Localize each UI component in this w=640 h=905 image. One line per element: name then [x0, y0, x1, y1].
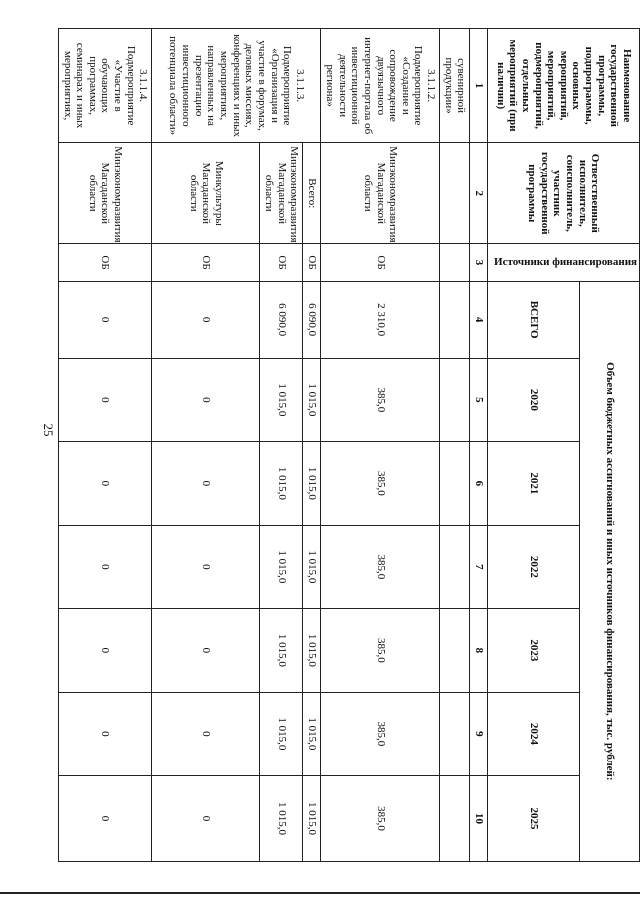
col-number: 3 [470, 244, 488, 281]
row-value: 1 015,0 [260, 525, 303, 609]
row-value: 1 015,0 [260, 692, 303, 776]
row-value: 0 [58, 609, 151, 693]
table-row [58, 29, 151, 862]
row-name: сувенирной продукции» [440, 29, 470, 143]
row-value: 1 015,0 [303, 442, 321, 526]
row-responsible [440, 143, 470, 244]
row-source [440, 244, 470, 281]
row-value [440, 609, 470, 693]
row-value [440, 525, 470, 609]
row-value: 385,0 [321, 692, 440, 776]
row-value: 0 [152, 692, 260, 776]
table-row [321, 29, 440, 862]
header-year: ВСЕГО [488, 281, 580, 358]
row-responsible: Всего: [303, 143, 321, 244]
row-value [440, 358, 470, 442]
header-year: 2022 [488, 525, 580, 609]
page-number: 25 [41, 423, 56, 437]
row-value: 1 015,0 [303, 692, 321, 776]
row-source: ОБ [321, 244, 440, 281]
row-value: 1 015,0 [260, 358, 303, 442]
table-row [440, 29, 470, 862]
header-year: 2020 [488, 358, 580, 442]
col-number: 9 [470, 692, 488, 776]
row-value: 0 [58, 442, 151, 526]
row-value: 0 [152, 442, 260, 526]
row-value: 0 [152, 525, 260, 609]
col-number: 2 [470, 143, 488, 244]
row-value: 0 [152, 609, 260, 693]
row-value [440, 281, 470, 358]
row-value: 0 [58, 358, 151, 442]
row-value: 2 310,0 [321, 281, 440, 358]
row-source: ОБ [58, 244, 151, 281]
header-year: 2021 [488, 442, 580, 526]
rotated-table-container [60, 28, 640, 862]
row-responsible: Минэкономразвития Магаданской области [321, 143, 440, 244]
col-number: 10 [470, 776, 488, 862]
col-number: 1 [470, 29, 488, 143]
row-value: 1 015,0 [303, 358, 321, 442]
row-value: 385,0 [321, 442, 440, 526]
row-responsible: Минэкономразвития Магаданской области [58, 143, 151, 244]
table-row [260, 29, 303, 862]
bottom-rule [0, 892, 640, 894]
row-value [440, 776, 470, 862]
row-responsible: Минэкономразвития Магаданской области [260, 143, 303, 244]
row-source: ОБ [303, 244, 321, 281]
table-row [303, 29, 321, 862]
row-source: ОБ [152, 244, 260, 281]
col-number: 7 [470, 525, 488, 609]
row-value: 1 015,0 [260, 776, 303, 862]
row-value: 0 [152, 281, 260, 358]
header-year: 2024 [488, 692, 580, 776]
row-value: 0 [58, 525, 151, 609]
header-funding-group: Объем бюджетных ассигнований и иных источников финансирования, тыс. рублей: [580, 281, 640, 861]
row-value: 385,0 [321, 358, 440, 442]
row-value: 0 [58, 692, 151, 776]
financing-table [58, 28, 640, 862]
col-number: 8 [470, 609, 488, 693]
col-number: 4 [470, 281, 488, 358]
row-value: 0 [152, 776, 260, 862]
row-value: 1 015,0 [260, 442, 303, 526]
row-value: 1 015,0 [303, 776, 321, 862]
header-responsible: Ответственный исполнитель, соисполнитель, участник государственной программы [488, 143, 640, 244]
row-value: 385,0 [321, 525, 440, 609]
col-number: 5 [470, 358, 488, 442]
row-value: 6 090,0 [303, 281, 321, 358]
row-name: 3.1.1.2. Подмероприятие «Создание и сопровождение двуязычного интернет-портала об инвестиционной деятельности региона» [321, 29, 440, 143]
header-name: Наименование государственной программы, подпрограммы, основных мероприятий, мероприятий, подмероприятий, отдельных мероприятий (при наличии) [488, 29, 640, 143]
row-name: 3.1.1.4. Подмероприятие «Участие в обучающих программах, семинарах и иных мероприятиях, [58, 29, 151, 143]
row-value: 385,0 [321, 609, 440, 693]
row-value [440, 442, 470, 526]
row-value: 1 015,0 [303, 609, 321, 693]
row-value [440, 692, 470, 776]
row-value: 0 [58, 281, 151, 358]
header-year: 2023 [488, 609, 580, 693]
header-source-text: Источники финансирования [493, 256, 637, 269]
row-source: ОБ [260, 244, 303, 281]
row-value: 0 [58, 776, 151, 862]
table-row [152, 29, 260, 862]
row-value: 1 015,0 [260, 609, 303, 693]
header-source [488, 244, 640, 281]
header-year: 2025 [488, 776, 580, 862]
row-name: 3.1.1.3. Подмероприятие «Организация и участие в форумах, деловых миссиях, конференциях и иных мероприятиях, направленных на презентацию инвестиционного потенциала области» [152, 29, 321, 143]
col-number: 6 [470, 442, 488, 526]
row-value: 385,0 [321, 776, 440, 862]
row-value: 1 015,0 [303, 525, 321, 609]
row-value: 0 [152, 358, 260, 442]
row-responsible: Минкультуры Магаданской области [152, 143, 260, 244]
row-value: 6 090,0 [260, 281, 303, 358]
